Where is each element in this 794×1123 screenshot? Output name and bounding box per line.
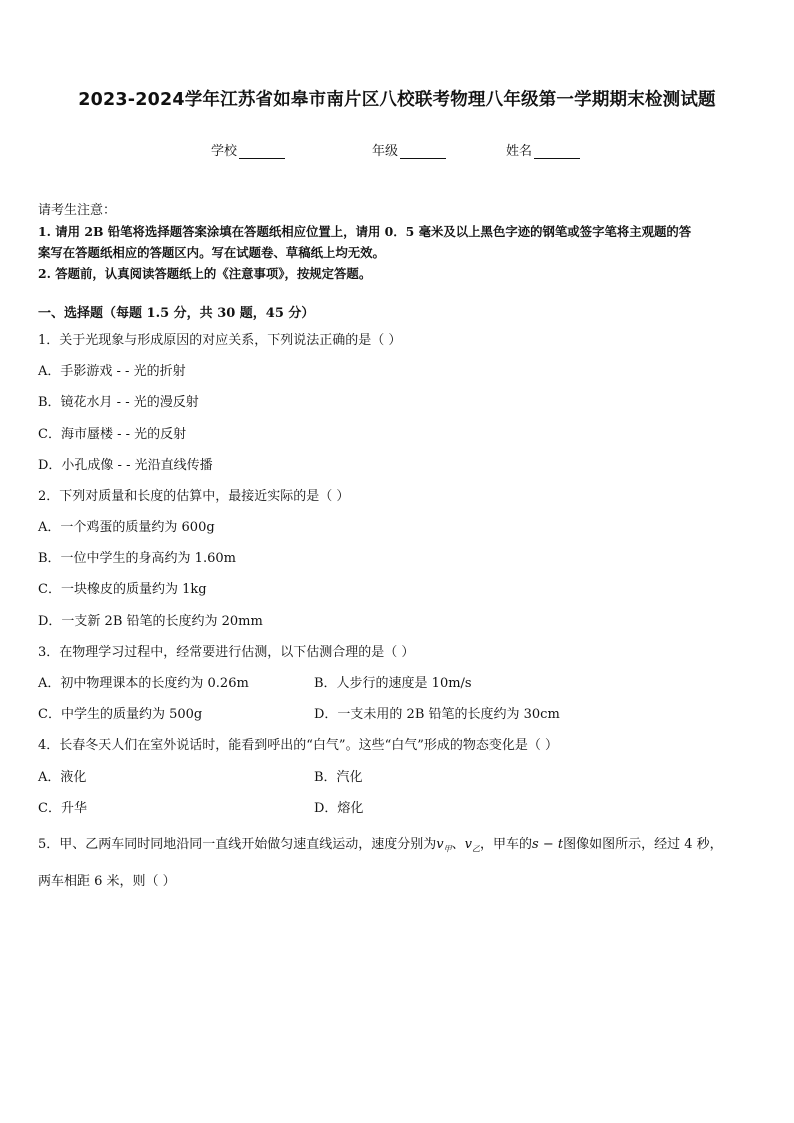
- q3-option-d[interactable]: D．一支未用的 2B 铅笔的长度约为 30cm: [314, 707, 560, 722]
- name-blank[interactable]: [534, 144, 580, 159]
- q3-stem: 3．在物理学习过程中，经常要进行估测，以下估测合理的是（ ）: [38, 645, 415, 660]
- name-field[interactable]: [506, 140, 580, 159]
- page-title: 2023-2024学年江苏省如皋市南片区八校联考物理八年级第一学期期末检测试题: [78, 90, 716, 110]
- grade-blank[interactable]: [400, 144, 446, 159]
- q1-option-d[interactable]: D．小孔成像 - - 光沿直线传播: [38, 458, 213, 473]
- q5-stem: [38, 835, 723, 860]
- notice-heading: 请考生注意：: [38, 203, 117, 218]
- q2-stem: 2．下列对质量和长度的估算中，最接近实际的是（ ）: [38, 489, 350, 504]
- notice-item-1-line-2: 案写在答题纸相应的答题区内。写在试题卷、草稿纸上均无效。: [38, 245, 385, 260]
- q1-option-a[interactable]: A．手影游戏 - - 光的折射: [38, 364, 186, 379]
- q4-stem: 4．长春冬天人们在室外说话时，能看到呼出的“白气”。这些“白气”形成的物态变化是（ ）: [38, 738, 558, 753]
- q2-option-a[interactable]: A．一个鸡蛋的质量约为 600g: [38, 520, 215, 535]
- school-field[interactable]: [211, 140, 285, 159]
- name-label: 姓名: [506, 144, 533, 159]
- school-label: 学校: [211, 144, 238, 159]
- q2-option-d[interactable]: D．一支新 2B 铅笔的长度约为 20mm: [38, 614, 263, 629]
- q4-option-b[interactable]: B．汽化: [314, 770, 363, 785]
- v-yi-symbol: $v_乙$: [464, 837, 481, 854]
- q5-stem-part-1: 5．甲、乙两车同时同地沿同一直线开始做匀速直线运动，速度分别为: [38, 837, 437, 852]
- q3-option-c[interactable]: C．中学生的质量约为 500g: [38, 707, 203, 722]
- q5-stem-part-2: ，甲车的: [480, 837, 533, 852]
- student-info-row: [0, 140, 794, 160]
- notice-item-1-line-1: 1. 请用 2B 铅笔将选择题答案涂填在答题纸相应位置上，请用 0．5 毫米及以上黑色字迹的钢笔或签字笔将主观题的答: [38, 224, 692, 239]
- notice-item-2: 2. 答题前，认真阅读答题纸上的《注意事项》，按规定答题。: [38, 266, 372, 281]
- q5-stem-line-2: 两车相距 6 米，则（ ）: [38, 874, 176, 889]
- q4-option-c[interactable]: C．升华: [38, 801, 87, 816]
- q4-option-a[interactable]: A．液化: [38, 770, 87, 785]
- grade-label: 年级: [372, 144, 399, 159]
- s-t-symbol: s − t: [532, 837, 564, 852]
- q1-option-c[interactable]: C．海市蜃楼 - - 光的反射: [38, 427, 187, 442]
- q4-option-d[interactable]: D．熔化: [314, 801, 364, 816]
- q1-stem: 1．关于光现象与形成原因的对应关系，下列说法正确的是（ ）: [38, 333, 402, 348]
- q3-option-b[interactable]: B．人步行的速度是 10m/s: [314, 676, 472, 691]
- section-heading: 一、选择题（每题 1.5 分，共 30 题，45 分）: [38, 306, 315, 321]
- q5-separator: 、: [451, 837, 465, 852]
- school-blank[interactable]: [239, 144, 285, 159]
- q2-option-b[interactable]: B．一位中学生的身高约为 1.60m: [38, 551, 236, 566]
- v-jia-symbol: $v_甲$: [436, 837, 452, 854]
- q1-option-b[interactable]: B．镜花水月 - - 光的漫反射: [38, 395, 199, 410]
- q5-stem-part-3: 图像如图所示，经过 4 秒，: [563, 837, 723, 852]
- q2-option-c[interactable]: C．一块橡皮的质量约为 1kg: [38, 582, 207, 597]
- q3-option-a[interactable]: A．初中物理课本的长度约为 0.26m: [38, 676, 249, 691]
- grade-field[interactable]: [372, 140, 446, 159]
